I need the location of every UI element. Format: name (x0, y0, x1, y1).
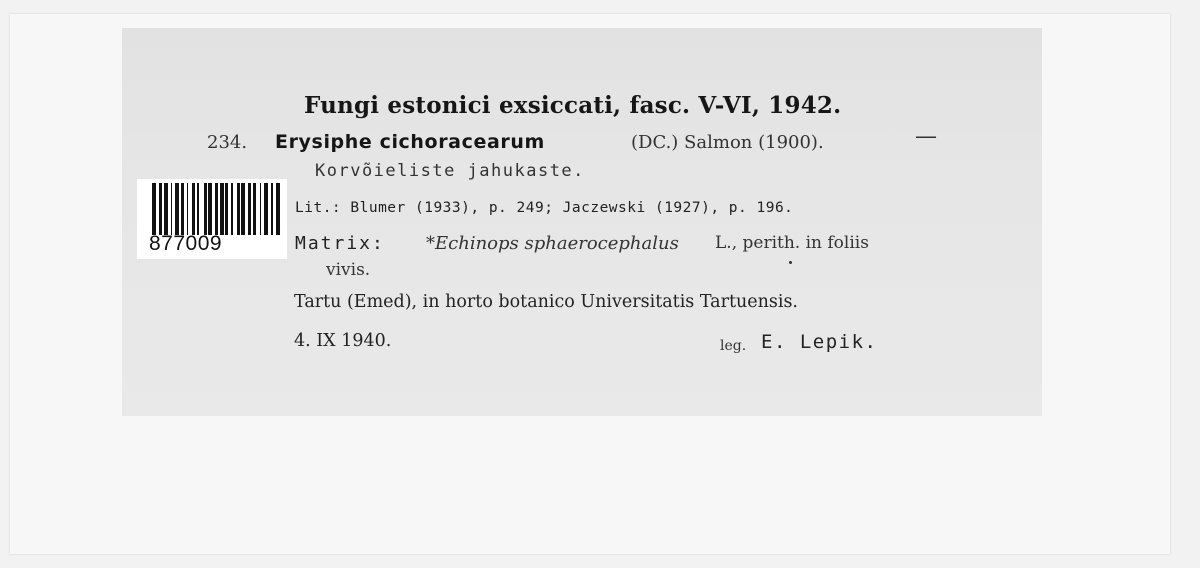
exsiccata-number: 234. (207, 132, 248, 153)
locality-line: Tartu (Emed), in horto botanico Universitatis Tartuensis. (294, 292, 798, 312)
collector-name: E. Lepik. (761, 331, 878, 353)
matrix-key: Matrix: (295, 233, 385, 254)
species-authority: (DC.) Salmon (1900). (631, 132, 824, 153)
matrix-detail: L., perith. in foliis (715, 233, 869, 253)
label-title: Fungi estonici exsiccati, fasc. V-VI, 1942. (304, 92, 842, 119)
barcode-image (152, 183, 280, 235)
species-name: Erysiphe cichoracearum (275, 131, 545, 153)
em-dash: — (915, 124, 937, 149)
leg-prefix: leg. (720, 338, 747, 354)
barcode-sticker (137, 179, 287, 259)
collection-date: 4. IX 1940. (294, 331, 392, 351)
common-name: Korvõieliste jahukaste. (315, 161, 585, 181)
matrix-continuation: vivis. (326, 260, 371, 280)
matrix-host: *Echinops sphaerocephalus (426, 233, 679, 254)
ink-dot (789, 261, 792, 264)
barcode-number: 877009 (149, 232, 223, 255)
literature-line: Lit.: Blumer (1933), p. 249; Jaczewski (1927), p. 196. (295, 200, 794, 216)
